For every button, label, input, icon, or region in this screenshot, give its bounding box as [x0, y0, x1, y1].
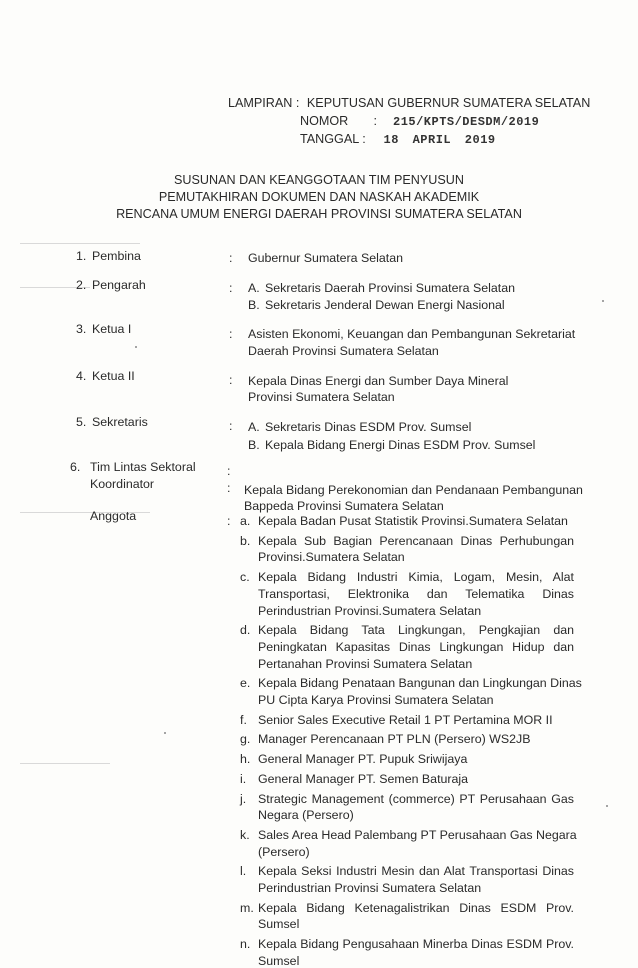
scan-line	[20, 763, 110, 764]
ketua-2-line-1: Kepala Dinas Energi dan Sumber Daya Mineral	[248, 374, 509, 388]
sekretaris-a: Sekretaris Dinas ESDM Prov. Sumsel	[265, 420, 472, 434]
anggota-text-line: Provinsi.Sumatera Selatan	[258, 550, 405, 565]
item-colon: :	[229, 373, 233, 387]
koordinator-line-1: Kepala Bidang Perekonomian dan Pendanaan Pembangunan	[244, 483, 583, 497]
item-number: 6.	[70, 460, 81, 474]
anggota-text-line: Pertanahan Provinsi Sumatera Selatan	[258, 656, 473, 671]
item-colon: :	[229, 327, 233, 341]
anggota-text-line: Peningkatan Kapasitas Dinas Lingkungan Hidup dan	[258, 639, 574, 654]
ketua-1-line-1: Asisten Ekonomi, Keuangan dan Pembangunan Sekretariat	[248, 327, 576, 341]
list-letter: l.	[240, 864, 247, 879]
scan-speck	[135, 346, 137, 348]
anggota-text-line: Kepala Seksi Industri Mesin dan Alat Transportasi Dinas	[258, 864, 574, 879]
title-line-3: RENCANA UMUM ENERGI DAERAH PROVINSI SUMATERA SELATAN	[116, 207, 522, 221]
item-number: 3.	[76, 322, 87, 336]
anggota-text-line: Kepala Bidang Tata Lingkungan, Pengkajian dan	[258, 623, 574, 638]
list-letter: e.	[240, 676, 251, 691]
anggota-text-line: Sumsel	[258, 917, 300, 932]
anggota-text-line: Negara (Persero)	[258, 808, 354, 823]
item-colon: :	[229, 419, 233, 433]
anggota-text-line: Sales Area Head Palembang PT Perusahaan Gas Negara	[258, 827, 577, 842]
list-letter: c.	[240, 570, 250, 585]
item-number: 4.	[76, 369, 87, 383]
role-anggota: Anggota	[90, 509, 137, 523]
list-letter: m.	[240, 900, 254, 915]
list-letter: f.	[240, 712, 247, 727]
anggota-text-line: Kepala Bidang Penataan Bangunan dan Lingkungan Dinas	[258, 676, 582, 691]
role-ketua-1: Ketua I	[92, 322, 132, 336]
role-pengarah: Pengarah	[92, 278, 146, 292]
tanggal-label: TANGGAL :	[300, 132, 366, 146]
scan-speck	[164, 732, 166, 734]
nomor-value: 215/KPTS/DESDM/2019	[393, 115, 540, 129]
anggota-text-line: Strategic Management (commerce) PT Perusahaan Gas	[258, 791, 574, 806]
lampiran-value: KEPUTUSAN GUBERNUR SUMATERA SELATAN	[306, 96, 591, 110]
anggota-text-line: Kepala Sub Bagian Perencanaan Dinas Perhubungan	[258, 533, 574, 548]
list-letter: b.	[240, 533, 251, 548]
list-letter: j.	[240, 791, 247, 806]
list-letter: A.	[248, 420, 260, 434]
ketua-2-line-2: Provinsi Sumatera Selatan	[248, 390, 395, 404]
item-number: 1.	[76, 249, 87, 263]
anggota-text-line: (Persero)	[258, 844, 310, 859]
role-ketua-2: Ketua II	[92, 369, 135, 383]
list-letter: n.	[240, 937, 251, 952]
anggota-text-line: PU Cipta Karya Provinsi Sumatera Selatan	[258, 693, 494, 707]
pembina-text: Gubernur Sumatera Selatan	[248, 251, 403, 265]
list-letter: k.	[240, 827, 250, 842]
item-colon: :	[227, 464, 231, 478]
item-number: 5.	[76, 415, 87, 429]
anggota-text-line: Sumsel	[258, 953, 300, 968]
anggota-text-line: Perindustrian Provinsi.Sumatera Selatan	[258, 603, 482, 618]
scan-line	[20, 243, 140, 244]
list-letter: B.	[248, 438, 260, 452]
lampiran-line	[228, 96, 590, 110]
list-letter: d.	[240, 623, 251, 638]
ketua-1-line-2: Daerah Provinsi Sumatera Selatan	[248, 344, 439, 358]
pengarah-b: Sekretaris Jenderal Dewan Energi Nasional	[265, 298, 505, 312]
list-letter: i.	[240, 771, 247, 786]
item-number: 2.	[76, 278, 87, 292]
anggota-text-line: Kepala Bidang Industri Kimia, Logam, Mesin, Alat	[258, 570, 574, 585]
anggota-text-line: Transportasi, Elektronika dan Telematika Dinas	[258, 586, 574, 601]
item-colon: :	[229, 281, 233, 295]
title-line-1: SUSUNAN DAN KEANGGOTAAN TIM PENYUSUN	[174, 173, 464, 187]
item-colon: :	[229, 251, 233, 265]
list-letter: A.	[248, 281, 260, 295]
lampiran-label: LAMPIRAN :	[228, 96, 300, 110]
sekretaris-b: Kepala Bidang Energi Dinas ESDM Prov. Sumsel	[265, 438, 536, 452]
anggota-text-line: General Manager PT. Pupuk Sriwijaya	[258, 752, 468, 767]
nomor-line	[300, 114, 539, 129]
item-colon: :	[227, 481, 231, 495]
title-line-2: PEMUTAKHIRAN DOKUMEN DAN NASKAH AKADEMIK	[158, 190, 480, 204]
role-pembina: Pembina	[92, 249, 141, 263]
nomor-label: NOMOR	[300, 114, 349, 128]
nomor-colon: :	[373, 114, 377, 128]
tanggal-line	[300, 132, 496, 147]
anggota-text-line: General Manager PT. Semen Baturaja	[258, 771, 469, 786]
list-letter: g.	[240, 732, 251, 747]
role-sekretaris: Sekretaris	[92, 415, 148, 429]
role-koordinator: Koordinator	[90, 477, 155, 491]
anggota-text-line: Manager Perencanaan PT PLN (Persero) WS2JB	[258, 732, 531, 747]
list-letter: a.	[240, 514, 251, 528]
item-colon: :	[227, 514, 231, 528]
tanggal-value: 18 APRIL 2019	[383, 133, 496, 147]
scan-speck	[602, 300, 604, 302]
list-letter: B.	[248, 298, 260, 312]
pengarah-a: Sekretaris Daerah Provinsi Sumatera Selatan	[265, 281, 515, 295]
anggota-text-line: Perindustrian Provinsi Sumatera Selatan	[258, 881, 482, 895]
list-letter: h.	[240, 752, 251, 767]
scan-speck	[606, 805, 608, 807]
anggota-text-line: Kepala Bidang Ketenagalistrikan Dinas ESDM Prov.	[258, 900, 574, 915]
anggota-text-line: Senior Sales Executive Retail 1 PT Pertamina MOR II	[258, 712, 553, 727]
koordinator-line-2: Bappeda Provinsi Sumatera Selatan	[244, 499, 444, 513]
role-tim-lintas-sektoral: Tim Lintas Sektoral	[90, 460, 196, 474]
anggota-text-line: Kepala Badan Pusat Statistik Provinsi.Sumatera Selatan	[258, 514, 568, 528]
anggota-text-line: Kepala Bidang Pengusahaan Minerba Dinas ESDM Prov.	[258, 937, 574, 952]
